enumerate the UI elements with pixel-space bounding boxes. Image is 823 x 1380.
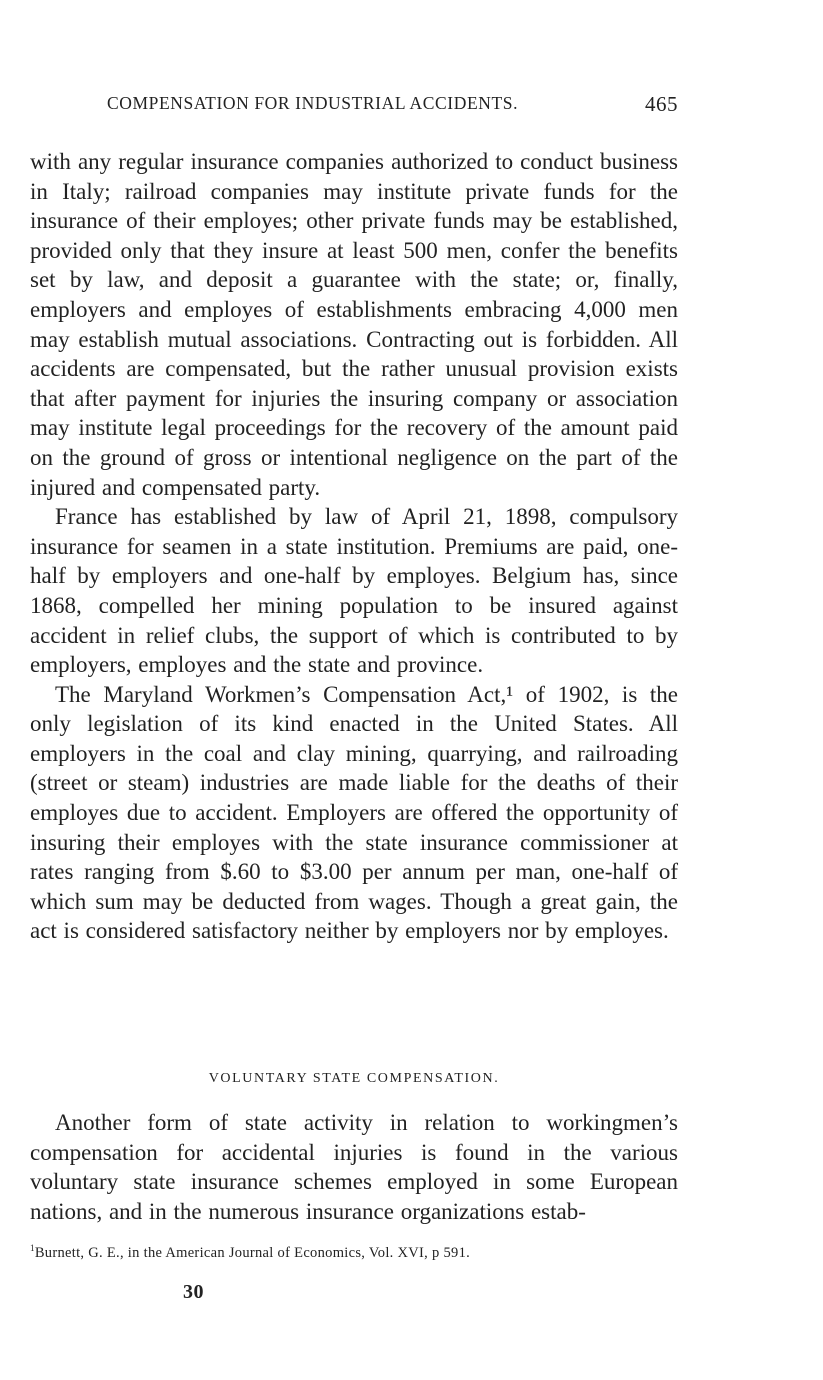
footnote-text: Burnett, G. E., in the American Journal of Economics, Vol. XVI, p 591. bbox=[34, 1244, 471, 1261]
page-number: 465 bbox=[645, 92, 678, 116]
paragraph-continued: with any regular insurance companies authorized to conduct business in Italy; railroad companies may institute private funds for the insurance of their employes; other private funds may be established, provided only that they insure at least 500 men, confer the benefits set by law, and deposit a guarantee with the state; or, finally, employers and employes of establishments embracing 4,000 men may establish mutual associations. Contracting out is forbidden. All accidents are compensated, but the rather unusual provision exists that after payment for injuries the insuring company or association may institute legal proceedings for the recovery of the amount paid on the ground of gross or intentional negligence on the part of the injured and compensated party. bbox=[30, 149, 678, 500]
running-header bbox=[105, 93, 678, 123]
signature-mark: 30 bbox=[183, 1281, 204, 1303]
footnote bbox=[30, 1243, 680, 1262]
section-heading: VOLUNTARY STATE COMPENSATION. bbox=[208, 1071, 500, 1086]
paragraph-france-belgium: France has established by law of April 21, 1898, compulsory insurance for seamen in a state institution. Premiums are paid, one-half by employers and one-half by employes. Belgium has, since 1868, compelled her mining population to be insured against accident in relief clubs, the support of which is contributed to by employers, employes and the state and province. bbox=[30, 504, 678, 678]
paragraph-voluntary-state: Another form of state activity in relation to workingmen’s compensation for accidental injuries is found in the various voluntary state insurance schemes employed in some European nations, and in the numerous insurance organizations estab- bbox=[30, 1110, 678, 1224]
running-title: COMPENSATION FOR INDUSTRIAL ACCIDENTS. bbox=[107, 93, 519, 113]
footnote-marker: 1 bbox=[30, 1243, 35, 1253]
main-text bbox=[30, 147, 678, 946]
paragraph-maryland-act: The Maryland Workmen’s Compensation Act,¹ of 1902, is the only legislation of its kind enacted in the United States. All employers in the coal and clay mining, quarrying, and railroading (street or steam) industries are made liable for the deaths of their employes due to accident. Employers are offered the opportunity of insuring their employes with the state insurance commissioner at rates ranging from $.60 to $3.00 per annum per man, one-half of which sum may be deducted from wages. Though a great gain, the act is considered satisfactory neither by employers nor by employes. bbox=[30, 681, 678, 944]
section-text bbox=[30, 1108, 678, 1226]
